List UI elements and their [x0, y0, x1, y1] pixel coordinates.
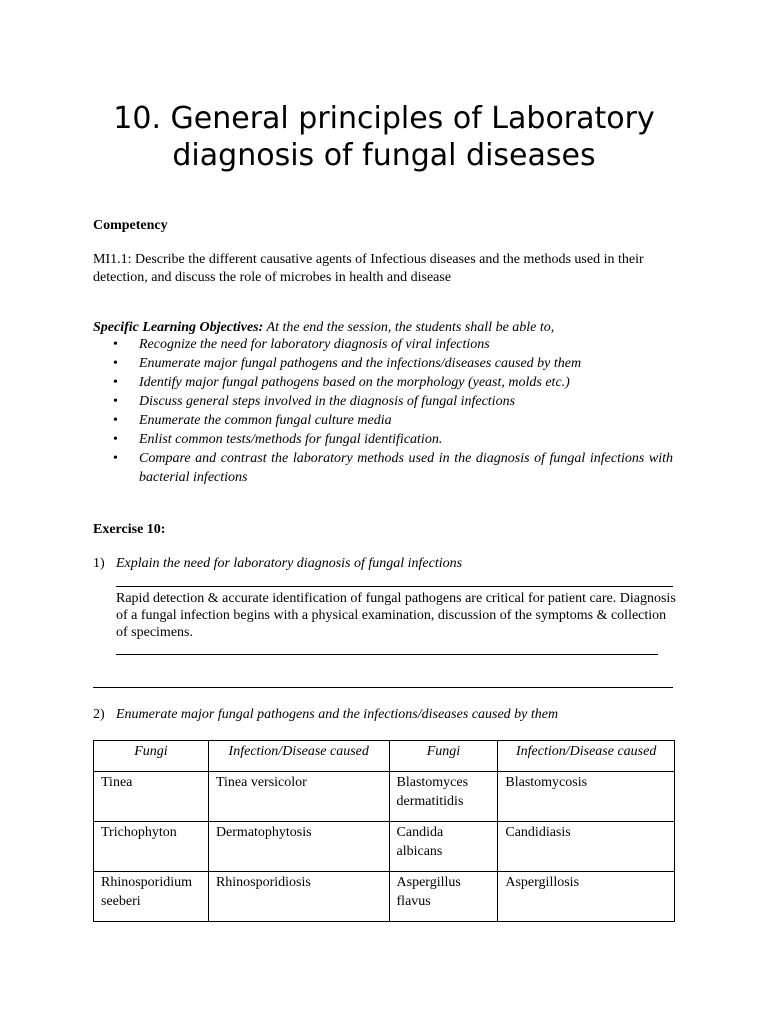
answer-line	[116, 654, 658, 655]
objective-item	[93, 335, 673, 354]
objective-text: Enumerate major fungal pathogens and the infections/diseases caused by them	[139, 356, 582, 371]
question-1-number: 1)	[93, 556, 105, 571]
learning-objectives-label: Specific Learning Objectives:	[93, 320, 264, 335]
bullet-icon: •	[113, 451, 118, 466]
table-row	[94, 772, 675, 822]
question-2-number: 2)	[93, 707, 105, 722]
learning-objectives-intro-text: At the end the session, the students shall be able to,	[263, 320, 555, 335]
bullet-icon: •	[113, 394, 118, 409]
exercise-heading: Exercise 10:	[93, 522, 166, 537]
table-cell: Dermatophytosis	[208, 822, 389, 872]
objective-item	[93, 411, 673, 430]
objective-text: Enumerate the common fungal culture media	[139, 413, 392, 428]
table-cell: Tinea versicolor	[208, 772, 389, 822]
question-1	[93, 556, 462, 572]
competency-heading: Competency	[93, 218, 168, 233]
question-1-text: Explain the need for laboratory diagnosis of fungal infections	[116, 556, 463, 571]
objective-text: Enlist common tests/methods for fungal identification.	[139, 432, 443, 447]
learning-objectives-list	[93, 335, 673, 487]
competency-text: MI1.1: Describe the different causative agents of Infectious diseases and the methods used in their detection, and discuss the role of microbes in health and disease	[93, 252, 644, 285]
question-1-answer: Rapid detection & accurate identification of fungal pathogens are critical for patient care. Diagnosis of a fungal infection begins with a physical examination, discussion of the symptoms & collection of specimens.	[116, 591, 676, 640]
objective-item	[93, 430, 673, 449]
objective-text: Discuss general steps involved in the diagnosis of fungal infections	[139, 394, 516, 409]
table-row	[94, 822, 675, 872]
question-2-text: Enumerate major fungal pathogens and the infections/diseases caused by them	[116, 707, 559, 722]
table-cell: Candidiasis	[498, 822, 675, 872]
objective-item	[93, 449, 673, 487]
table-cell: Rhinosporidiosis	[208, 872, 389, 922]
bullet-icon: •	[113, 432, 118, 447]
table-cell: Aspergillosis	[498, 872, 675, 922]
table-cell: Trichophyton	[94, 822, 209, 872]
title-line-1: 10. General principles of Laboratory	[113, 101, 655, 136]
objective-text: Recognize the need for laboratory diagnosis of viral infections	[139, 337, 490, 352]
bullet-icon: •	[113, 337, 118, 352]
answer-line	[116, 586, 673, 587]
bullet-icon: •	[113, 356, 118, 371]
answer-line	[93, 687, 673, 688]
fungi-table	[93, 740, 675, 922]
question-2	[93, 707, 558, 723]
bullet-icon: •	[113, 413, 118, 428]
table-cell: Rhinosporidium seeberi	[94, 872, 209, 922]
objective-text: Identify major fungal pathogens based on the morphology (yeast, molds etc.)	[139, 375, 570, 390]
table-cell: Aspergillus flavus	[389, 872, 498, 922]
table-cell: Blastomycosis	[498, 772, 675, 822]
objective-text: Compare and contrast the laboratory methods used in the diagnosis of fungal infections with bacterial infections	[139, 451, 673, 485]
table-cell: Tinea	[94, 772, 209, 822]
bullet-icon: •	[113, 375, 118, 390]
table-cell: Blastomyces dermatitidis	[389, 772, 498, 822]
objective-item	[93, 373, 673, 392]
objective-item	[93, 392, 673, 411]
table-cell: Candida albicans	[389, 822, 498, 872]
column-header-fungi: Fungi	[389, 741, 498, 772]
table-row	[94, 872, 675, 922]
column-header-disease: Infection/Disease caused	[208, 741, 389, 772]
objective-item	[93, 354, 673, 373]
title-line-2: diagnosis of fungal diseases	[172, 138, 596, 173]
page-title	[0, 100, 768, 174]
column-header-disease: Infection/Disease caused	[498, 741, 675, 772]
column-header-fungi: Fungi	[94, 741, 209, 772]
table-header-row	[94, 741, 675, 772]
